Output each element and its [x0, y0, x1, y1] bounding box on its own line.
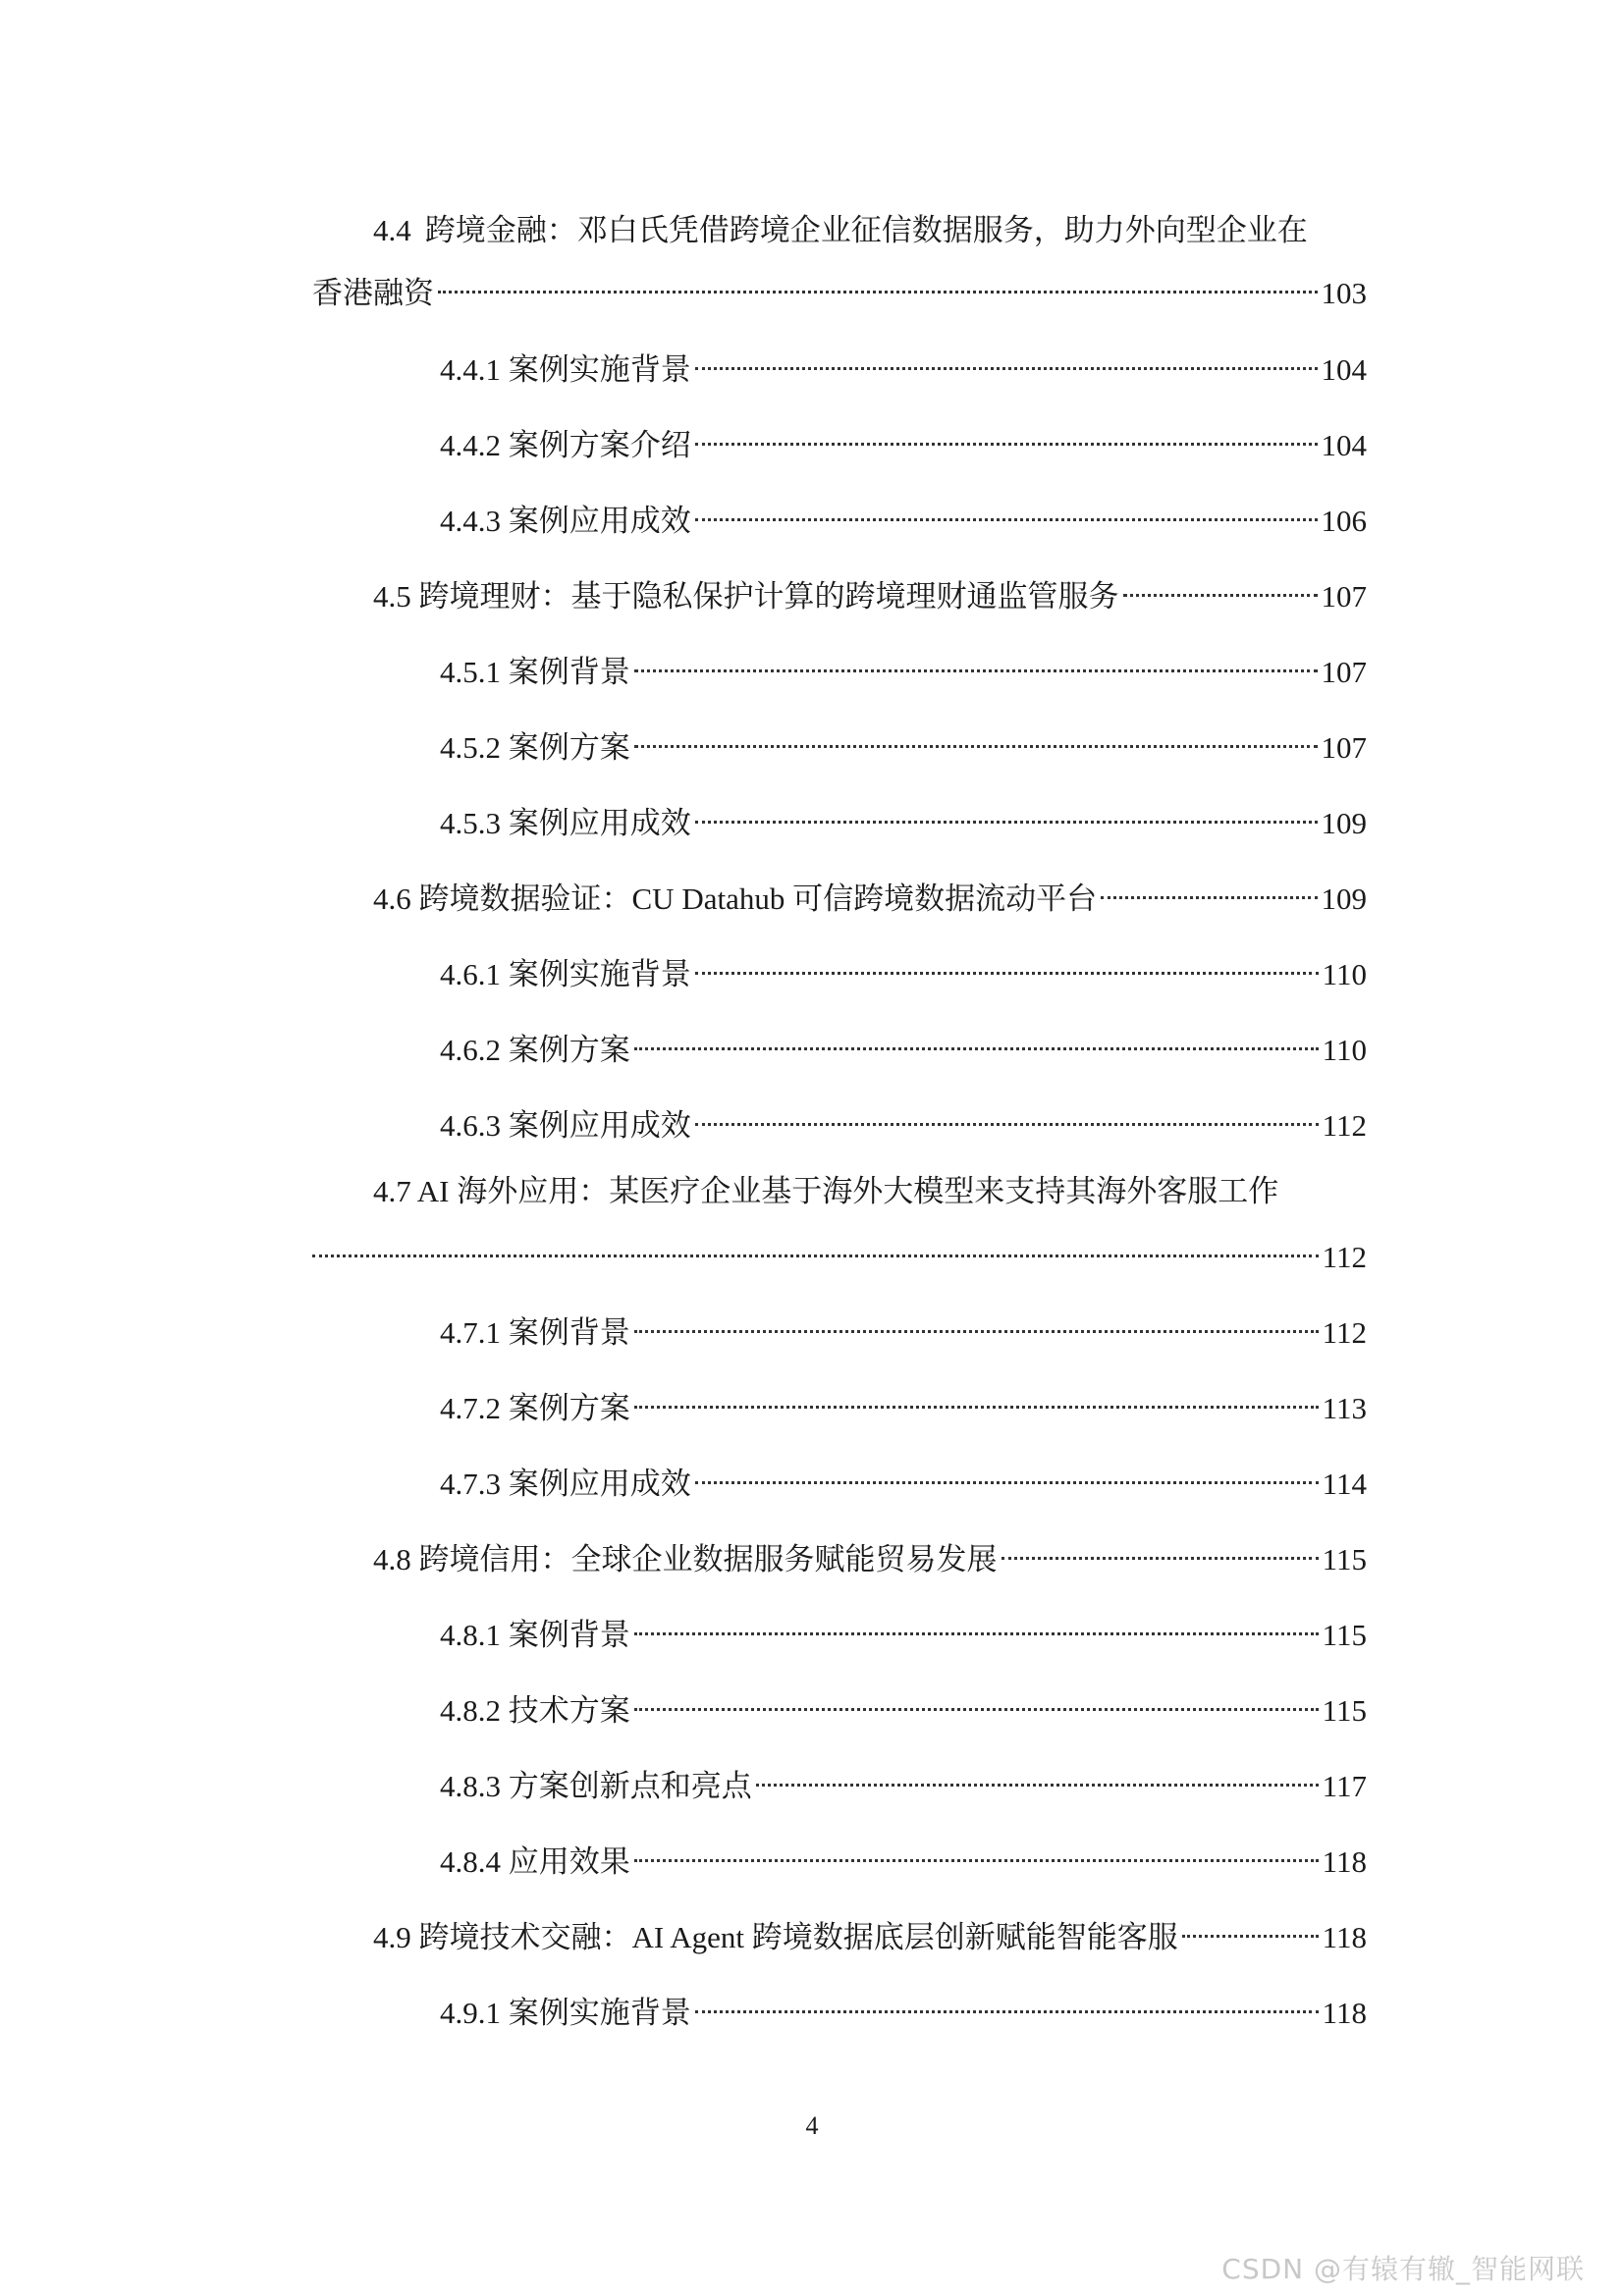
toc-entry-title: 4.8.3 方案创新点和亮点 — [440, 1769, 752, 1803]
toc-dot-leader — [634, 1304, 1319, 1343]
toc-entry-title: 4.8.4 应用效果 — [440, 1844, 630, 1879]
toc-entry-title: 4.8.1 案例背景 — [440, 1618, 630, 1652]
toc-entry-number: 4.4 — [373, 213, 411, 247]
page-number: 4 — [805, 2111, 819, 2140]
toc-dot-leader — [695, 945, 1319, 985]
toc-entry-4-5-3[interactable] — [440, 794, 1367, 843]
toc-entry-4-6-3[interactable] — [440, 1096, 1367, 1146]
toc-dot-leader — [1123, 567, 1318, 607]
toc-entry-4-4-2[interactable] — [440, 416, 1367, 465]
toc-dot-leader — [634, 1833, 1319, 1872]
toc-dot-leader — [695, 492, 1318, 531]
toc-entry-title: 4.7.1 案例背景 — [440, 1315, 630, 1350]
toc-page-number: 106 — [1321, 504, 1367, 538]
toc-page-number: 109 — [1321, 806, 1367, 840]
toc-page-number: 117 — [1322, 1769, 1367, 1803]
toc-page-number: 113 — [1322, 1391, 1367, 1425]
toc-entry-4-5[interactable] — [373, 567, 1367, 616]
toc-dot-leader — [695, 1984, 1319, 2023]
toc-page-number: 104 — [1321, 352, 1367, 387]
toc-entry-4-5-2[interactable] — [440, 719, 1367, 768]
toc-page-number: 112 — [1322, 1315, 1367, 1350]
toc-dot-leader — [438, 264, 1318, 303]
toc-entry-title: 4.7 AI 海外应用：某医疗企业基于海外大模型来支持其海外客服工作 — [373, 1174, 1279, 1208]
toc-dot-leader — [1001, 1530, 1319, 1570]
toc-page-number: 110 — [1322, 1033, 1367, 1067]
toc-entry-title: 4.4.3 案例应用成效 — [440, 504, 691, 538]
toc-page-number: 115 — [1322, 1542, 1367, 1576]
toc-entry-title: 4.4.2 案例方案介绍 — [440, 428, 691, 462]
toc-entry-title: 4.8.2 技术方案 — [440, 1693, 630, 1728]
toc-entry-title: 跨境金融：邓白氏凭借跨境企业征信数据服务，助力外向型企业在 — [424, 213, 1308, 247]
toc-dot-leader — [634, 1379, 1319, 1418]
toc-dot-leader — [695, 341, 1318, 380]
toc-entry-title: 4.5.3 案例应用成效 — [440, 806, 691, 840]
toc-entry-title: 4.5.2 案例方案 — [440, 730, 630, 765]
toc-dot-leader — [634, 719, 1318, 758]
toc-entry-title-cont: 香港融资 — [312, 276, 434, 310]
toc-entry-4-8-1[interactable] — [440, 1606, 1367, 1655]
toc-page-number: 110 — [1322, 957, 1367, 991]
toc-entry-4-9-1[interactable] — [440, 1984, 1367, 2033]
toc-entry-title: 4.6 跨境数据验证：CU Datahub 可信跨境数据流动平台 — [373, 881, 1098, 916]
toc-entry-4-4-3[interactable] — [440, 492, 1367, 541]
toc-entry-4-7-2[interactable] — [440, 1379, 1367, 1428]
toc-page-number: 115 — [1322, 1618, 1367, 1652]
toc-entry-title: 4.8 跨境信用：全球企业数据服务赋能贸易发展 — [373, 1542, 998, 1576]
toc-entry-4-8-3[interactable] — [440, 1757, 1367, 1806]
toc-dot-leader — [695, 794, 1318, 833]
toc-page-number: 114 — [1322, 1467, 1367, 1501]
toc-page-number: 107 — [1321, 655, 1367, 689]
toc-page-number: 118 — [1322, 1920, 1367, 1954]
toc-entry-title: 4.6.2 案例方案 — [440, 1033, 630, 1067]
toc-entry-4-8-2[interactable] — [440, 1682, 1367, 1731]
toc-page-number: 107 — [1321, 730, 1367, 765]
toc-entry-4-9[interactable] — [373, 1908, 1367, 1957]
csdn-watermark: CSDN @有辕有辙_智能网联 — [1221, 2253, 1585, 2285]
toc-dot-leader — [634, 1606, 1319, 1645]
toc-entry-4-7-line1[interactable] — [373, 1172, 1278, 1211]
toc-entry-4-6[interactable] — [373, 870, 1367, 919]
toc-page-number: 103 — [1321, 276, 1367, 310]
toc-page-number: 112 — [1322, 1240, 1367, 1274]
toc-entry-title: 4.7.2 案例方案 — [440, 1391, 630, 1425]
toc-entry-title: 4.6.3 案例应用成效 — [440, 1108, 691, 1143]
toc-page-number: 115 — [1322, 1693, 1367, 1728]
toc-dot-leader — [312, 1228, 1319, 1267]
toc-dot-leader — [756, 1757, 1319, 1796]
toc-dot-leader — [634, 1021, 1319, 1060]
toc-entry-4-4-line2[interactable] — [312, 264, 1367, 313]
toc-entry-4-6-2[interactable] — [440, 1021, 1367, 1070]
toc-entry-title: 4.6.1 案例实施背景 — [440, 957, 691, 991]
toc-entry-title: 4.5.1 案例背景 — [440, 655, 630, 689]
toc-entry-4-4-1[interactable] — [440, 341, 1367, 390]
toc-entry-4-8-4[interactable] — [440, 1833, 1367, 1882]
toc-entry-title: 4.9 跨境技术交融：AI Agent 跨境数据底层创新赋能智能客服 — [373, 1920, 1178, 1954]
toc-entry-title: 4.5 跨境理财：基于隐私保护计算的跨境理财通监管服务 — [373, 579, 1119, 614]
toc-entry-4-7-1[interactable] — [440, 1304, 1367, 1353]
toc-dot-leader — [1182, 1908, 1319, 1948]
toc-entry-title: 4.9.1 案例实施背景 — [440, 1996, 691, 2030]
toc-dot-leader — [695, 1096, 1319, 1136]
toc-entry-4-7-3[interactable] — [440, 1455, 1367, 1504]
toc-entry-4-8[interactable] — [373, 1530, 1367, 1579]
toc-entry-title: 4.4.1 案例实施背景 — [440, 352, 691, 387]
toc-dot-leader — [1101, 870, 1317, 909]
toc-dot-leader — [634, 1682, 1319, 1721]
toc-entry-4-4-line1[interactable] — [373, 211, 1308, 250]
toc-entry-4-5-1[interactable] — [440, 643, 1367, 692]
toc-entry-4-7-line2[interactable] — [312, 1228, 1367, 1277]
toc-page-number: 118 — [1322, 1844, 1367, 1879]
toc-page-number: 104 — [1321, 428, 1367, 462]
toc-page-number: 109 — [1321, 881, 1367, 916]
toc-entry-4-6-1[interactable] — [440, 945, 1367, 994]
toc-dot-leader — [695, 416, 1318, 455]
toc-page-number: 112 — [1322, 1108, 1367, 1143]
toc-entry-title: 4.7.3 案例应用成效 — [440, 1467, 691, 1501]
toc-dot-leader — [695, 1455, 1319, 1494]
toc-page-number: 118 — [1322, 1996, 1367, 2030]
toc-page-number: 107 — [1321, 579, 1367, 614]
toc-dot-leader — [634, 643, 1318, 682]
